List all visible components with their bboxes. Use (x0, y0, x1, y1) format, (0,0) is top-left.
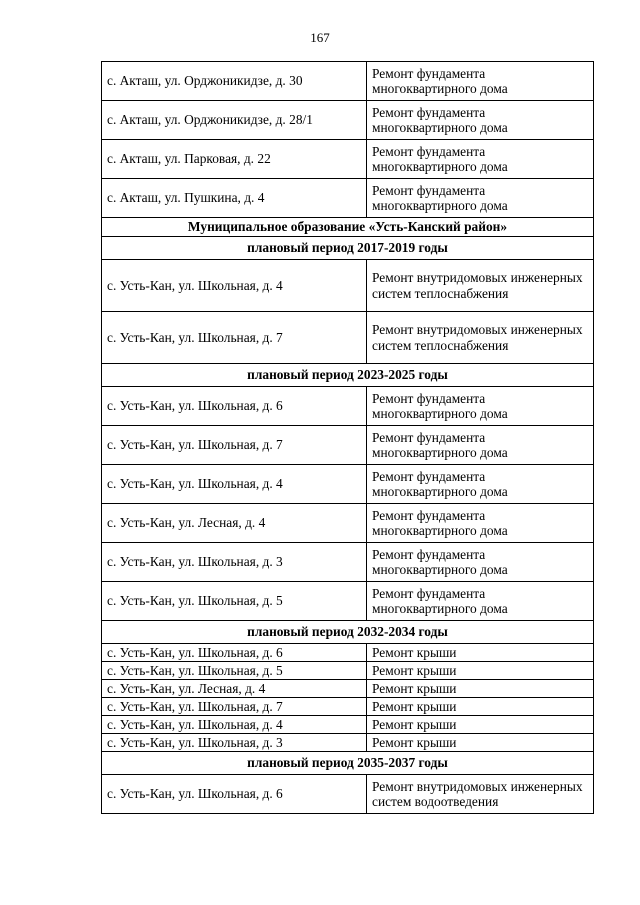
table-row (102, 101, 594, 140)
table-row (102, 387, 594, 426)
work-cell: Ремонт фундамента многоквартирного дома (367, 179, 594, 218)
table-row (102, 426, 594, 465)
table-row (102, 465, 594, 504)
table-row (102, 716, 594, 734)
table-row (102, 734, 594, 752)
address-cell: с. Усть-Кан, ул. Школьная, д. 5 (102, 662, 367, 680)
work-cell: Ремонт фундамента многоквартирного дома (367, 543, 594, 582)
section-row (102, 621, 594, 644)
section-row (102, 364, 594, 387)
address-cell: с. Усть-Кан, ул. Школьная, д. 6 (102, 644, 367, 662)
address-cell: с. Усть-Кан, ул. Школьная, д. 6 (102, 775, 367, 814)
table-row (102, 312, 594, 364)
address-cell: с. Усть-Кан, ул. Лесная, д. 4 (102, 504, 367, 543)
work-cell: Ремонт внутридомовых инженерных систем теплоснабжения (367, 260, 594, 312)
period-heading: плановый период 2023-2025 годы (102, 364, 594, 387)
table-row (102, 62, 594, 101)
table-row (102, 179, 594, 218)
page-number: 167 (310, 30, 330, 45)
address-cell: с. Усть-Кан, ул. Школьная, д. 7 (102, 426, 367, 465)
work-cell: Ремонт фундамента многоквартирного дома (367, 465, 594, 504)
address-cell: с. Усть-Кан, ул. Школьная, д. 6 (102, 387, 367, 426)
work-cell: Ремонт крыши (367, 698, 594, 716)
section-row (102, 752, 594, 775)
work-cell: Ремонт внутридомовых инженерных систем теплоснабжения (367, 312, 594, 364)
municipality-heading: Муниципальное образование «Усть-Канский район» (102, 218, 594, 237)
work-cell: Ремонт крыши (367, 734, 594, 752)
table-row (102, 662, 594, 680)
table-row (102, 582, 594, 621)
address-cell: с. Акташ, ул. Орджоникидзе, д. 28/1 (102, 101, 367, 140)
address-cell: с. Акташ, ул. Парковая, д. 22 (102, 140, 367, 179)
work-cell: Ремонт фундамента многоквартирного дома (367, 101, 594, 140)
section-row (102, 218, 594, 237)
table-row (102, 680, 594, 698)
address-cell: с. Усть-Кан, ул. Школьная, д. 3 (102, 734, 367, 752)
table-row (102, 775, 594, 814)
table-row (102, 140, 594, 179)
address-cell: с. Усть-Кан, ул. Школьная, д. 4 (102, 465, 367, 504)
work-cell: Ремонт фундамента многоквартирного дома (367, 387, 594, 426)
section-row (102, 237, 594, 260)
work-cell: Ремонт фундамента многоквартирного дома (367, 504, 594, 543)
work-cell: Ремонт фундамента многоквартирного дома (367, 140, 594, 179)
work-cell: Ремонт крыши (367, 680, 594, 698)
work-cell: Ремонт фундамента многоквартирного дома (367, 62, 594, 101)
period-heading: плановый период 2017-2019 годы (102, 237, 594, 260)
address-cell: с. Усть-Кан, ул. Школьная, д. 7 (102, 698, 367, 716)
address-cell: с. Усть-Кан, ул. Лесная, д. 4 (102, 680, 367, 698)
table-row (102, 260, 594, 312)
address-cell: с. Акташ, ул. Орджоникидзе, д. 30 (102, 62, 367, 101)
address-cell: с. Усть-Кан, ул. Школьная, д. 4 (102, 260, 367, 312)
work-cell: Ремонт фундамента многоквартирного дома (367, 582, 594, 621)
address-cell: с. Усть-Кан, ул. Школьная, д. 3 (102, 543, 367, 582)
work-cell: Ремонт крыши (367, 644, 594, 662)
address-cell: с. Усть-Кан, ул. Школьная, д. 4 (102, 716, 367, 734)
work-cell: Ремонт крыши (367, 662, 594, 680)
period-heading: плановый период 2032-2034 годы (102, 621, 594, 644)
table-row (102, 698, 594, 716)
address-cell: с. Усть-Кан, ул. Школьная, д. 5 (102, 582, 367, 621)
address-cell: с. Усть-Кан, ул. Школьная, д. 7 (102, 312, 367, 364)
address-cell: с. Акташ, ул. Пушкина, д. 4 (102, 179, 367, 218)
table-row (102, 644, 594, 662)
work-cell: Ремонт крыши (367, 716, 594, 734)
period-heading: плановый период 2035-2037 годы (102, 752, 594, 775)
table-row (102, 504, 594, 543)
work-cell: Ремонт внутридомовых инженерных систем водоотведения (367, 775, 594, 814)
table-row (102, 543, 594, 582)
works-table (101, 61, 594, 814)
work-cell: Ремонт фундамента многоквартирного дома (367, 426, 594, 465)
